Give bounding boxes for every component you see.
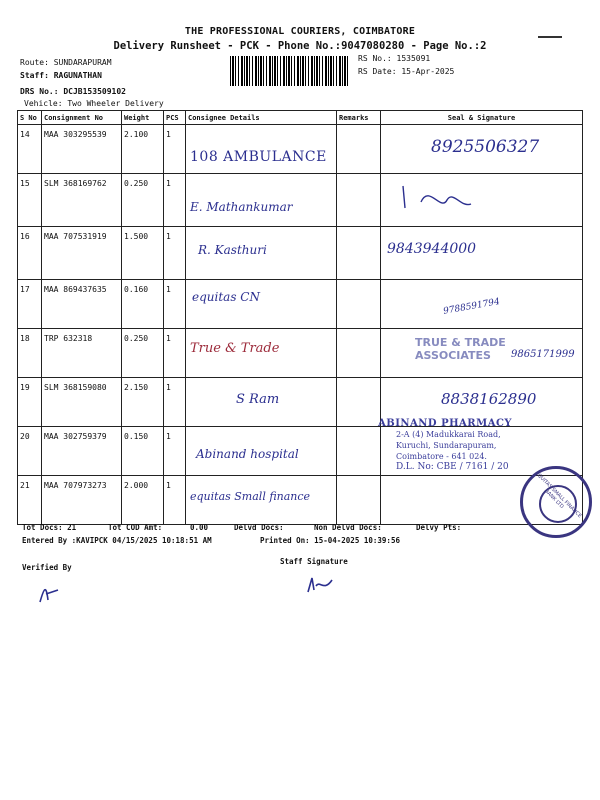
table-row bbox=[18, 476, 583, 525]
rs-date: RS Date: 15-Apr-2025 bbox=[358, 67, 455, 76]
cell-consignment: TRP 632318 bbox=[44, 334, 93, 343]
verified-by: Verified By bbox=[22, 563, 72, 572]
bank-seal bbox=[520, 466, 592, 538]
trade-stamp-line1: TRUE & TRADE bbox=[415, 336, 506, 349]
cell-consignment: MAA 303295539 bbox=[44, 130, 107, 139]
cell-consignment: MAA 869437635 bbox=[44, 285, 107, 294]
cell-consignment: MAA 707531919 bbox=[44, 232, 107, 241]
entered-by: Entered By :KAVIPCK 04/15/2025 10:18:51 AM bbox=[22, 536, 212, 545]
cell-consignment: MAA 707973273 bbox=[44, 481, 107, 490]
signature-scribble bbox=[381, 174, 581, 224]
cell-weight: 2.150 bbox=[124, 383, 149, 392]
cell-seal: 9788591794 bbox=[442, 297, 501, 317]
pharmacy-dl: D.L. No: CBE / 7161 / 20 bbox=[396, 462, 509, 472]
cell-consignee: True & Trade bbox=[190, 341, 280, 356]
bank-seal-text: EQUITAS SMALL FINANCE BANK LTD bbox=[533, 470, 583, 520]
cell-consignee: Abinand hospital bbox=[196, 447, 299, 461]
cell-pcs: 1 bbox=[166, 383, 171, 392]
pharmacy-name: ABINAND PHARMACY bbox=[378, 418, 513, 429]
cell-seal: 9843944000 bbox=[387, 241, 477, 257]
cell-pcs: 1 bbox=[166, 432, 171, 441]
pharmacy-address-2: Kuruchi, Sundarapuram, bbox=[396, 441, 497, 450]
cell-weight: 0.150 bbox=[124, 432, 149, 441]
cell-sno: 18 bbox=[20, 334, 30, 343]
cell-weight: 2.100 bbox=[124, 130, 149, 139]
tot-cod-label: Tot COD Amt: bbox=[108, 523, 163, 532]
cell-sno: 15 bbox=[20, 179, 30, 188]
drs-number: DRS No.: DCJB153509102 bbox=[20, 87, 126, 96]
table-row bbox=[18, 280, 583, 329]
cell-consignee: equitas Small finance bbox=[190, 490, 311, 503]
table-row bbox=[18, 227, 583, 280]
cell-sno: 20 bbox=[20, 432, 30, 441]
col-pcs: PCS bbox=[164, 111, 186, 125]
cell-sno: 16 bbox=[20, 232, 30, 241]
cell-weight: 0.160 bbox=[124, 285, 149, 294]
non-delvd-docs: Non Delvd Docs: bbox=[314, 523, 382, 532]
cell-consignment: SLM 368159080 bbox=[44, 383, 107, 392]
delvy-pts: Delvy Pts: bbox=[416, 523, 462, 532]
cell-consignee: E. Mathankumar bbox=[190, 200, 293, 214]
cell-consignment: MAA 302759379 bbox=[44, 432, 107, 441]
cell-pcs: 1 bbox=[166, 130, 171, 139]
cell-sno: 19 bbox=[20, 383, 30, 392]
tot-cod-value: 0.00 bbox=[190, 523, 209, 532]
cell-consignee: equitas CN bbox=[192, 290, 260, 304]
cell-pcs: 1 bbox=[166, 481, 171, 490]
cell-pcs: 1 bbox=[166, 179, 171, 188]
staff-signature-label: Staff Signature bbox=[280, 557, 348, 566]
page-mark bbox=[538, 36, 562, 38]
pharmacy-stamp bbox=[378, 418, 528, 473]
cell-seal: 8925506327 bbox=[431, 137, 540, 157]
cell-consignee: 108 AMBULANCE bbox=[190, 149, 327, 165]
col-consignee: Consignee Details bbox=[186, 111, 337, 125]
col-seal: Seal & Signature bbox=[381, 111, 583, 125]
rs-number: RS No.: 1535091 bbox=[358, 54, 431, 63]
staff-label: Staff: RAGUNATHAN bbox=[20, 71, 102, 80]
route-label: Route: SUNDARAPURAM bbox=[20, 58, 112, 67]
cell-weight: 1.500 bbox=[124, 232, 149, 241]
cell-sno: 17 bbox=[20, 285, 30, 294]
col-sno: S No bbox=[18, 111, 42, 125]
cell-weight: 0.250 bbox=[124, 179, 149, 188]
cell-sno: 21 bbox=[20, 481, 30, 490]
cell-consignment: SLM 368169762 bbox=[44, 179, 107, 188]
runsheet-subtitle: Delivery Runsheet - PCK - Phone No.:9047080280 - Page No.:2 bbox=[113, 40, 487, 52]
cell-weight: 0.250 bbox=[124, 334, 149, 343]
pharmacy-address-3: Coimbatore - 641 024. bbox=[396, 452, 487, 461]
cell-seal: 9865171999 bbox=[511, 349, 575, 360]
col-weight: Weight bbox=[122, 111, 164, 125]
delvd-docs: Delvd Docs: bbox=[234, 523, 284, 532]
cell-pcs: 1 bbox=[166, 334, 171, 343]
col-remarks: Remarks bbox=[337, 111, 381, 125]
table-header-row bbox=[18, 111, 583, 125]
staff-signature bbox=[304, 572, 338, 598]
barcode-image bbox=[230, 56, 350, 86]
pharmacy-address-1: 2-A (4) Madukkarai Road, bbox=[396, 430, 501, 439]
trade-stamp-line2: ASSOCIATES bbox=[415, 349, 491, 362]
cell-consignee: R. Kasthuri bbox=[198, 243, 267, 257]
table-row bbox=[18, 125, 583, 174]
col-consignment: Consignment No bbox=[42, 111, 122, 125]
cell-consignee: S Ram bbox=[236, 392, 280, 407]
printed-on: Printed On: 15-04-2025 10:39:56 bbox=[260, 536, 400, 545]
cell-weight: 2.000 bbox=[124, 481, 149, 490]
cell-pcs: 1 bbox=[166, 232, 171, 241]
tot-docs: Tot Docs: 21 bbox=[22, 523, 77, 532]
verified-signature bbox=[34, 580, 64, 606]
vehicle-label: Vehicle: Two Wheeler Delivery bbox=[24, 99, 164, 108]
cell-pcs: 1 bbox=[166, 285, 171, 294]
table-row bbox=[18, 174, 583, 227]
cell-sno: 14 bbox=[20, 130, 30, 139]
trade-stamp bbox=[415, 336, 506, 362]
company-title: THE PROFESSIONAL COURIERS, COIMBATORE bbox=[184, 26, 416, 37]
cell-seal: 8838162890 bbox=[441, 390, 537, 408]
